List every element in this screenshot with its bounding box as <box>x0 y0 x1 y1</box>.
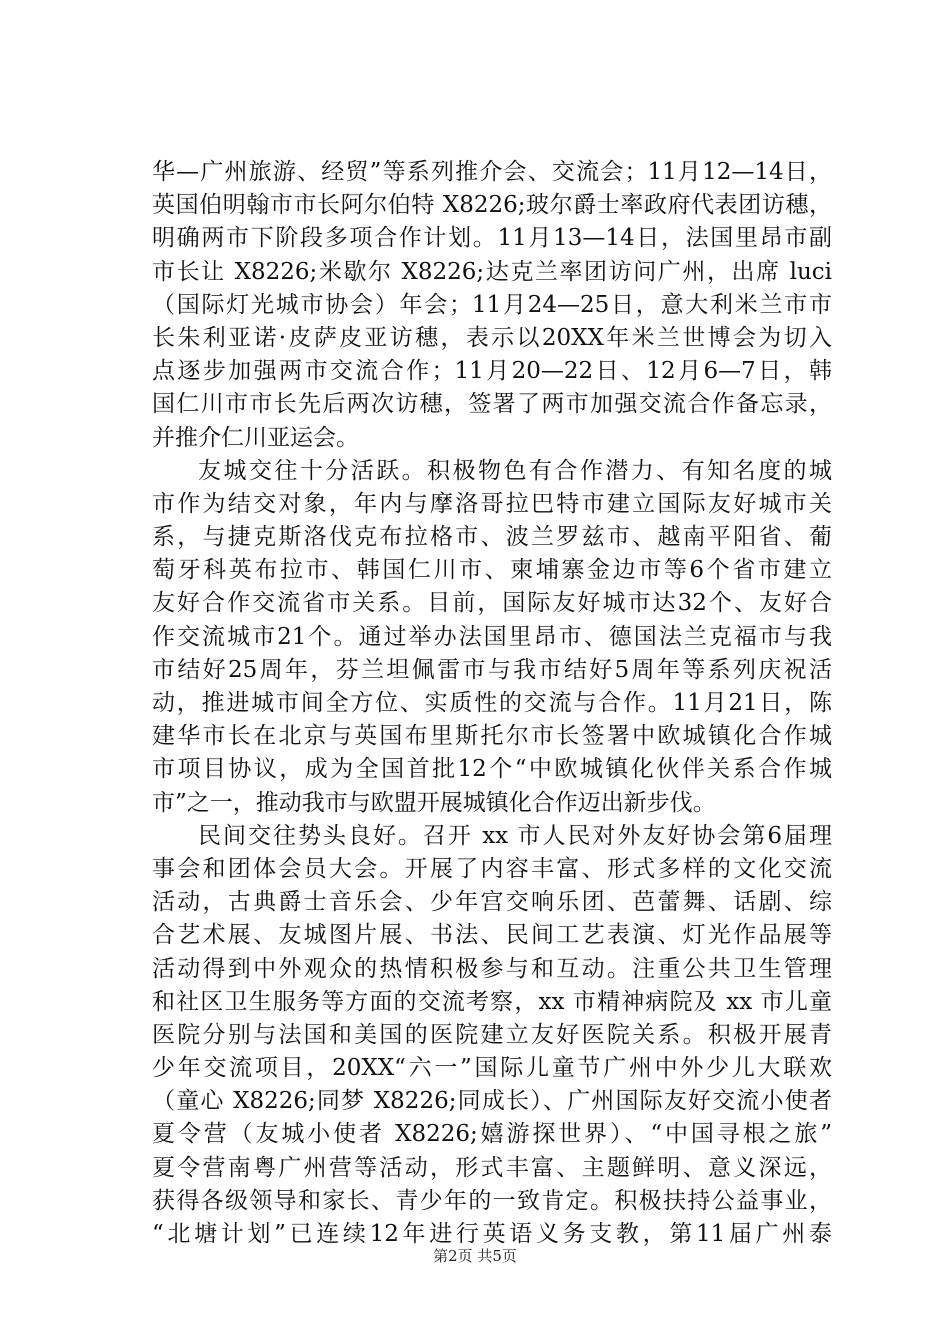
text-line: 作交流城市21个。通过举办法国里昂市、德国法兰克福市与我 <box>152 623 832 650</box>
text-line: 国仁川市市长先后两次访穗，签署了两市加强交流合作备忘录， <box>152 391 832 418</box>
text-line: 建华市长在北京与英国布里斯托尔市长签署中欧城镇化合作城 <box>152 723 832 750</box>
text-line: 活动，古典爵士音乐会、少年宫交响乐团、芭蕾舞、话剧、综 <box>152 889 832 916</box>
text-line: 活动得到中外观众的热情积极参与和互动。注重公共卫生管理 <box>152 955 832 982</box>
paragraph-start-line: 友城交往十分活跃。积极物色有合作潜力、有知名度的城 <box>198 457 832 484</box>
paragraph-start-line: 民间交往势头良好。召开 xx 市人民对外友好协会第6届理 <box>198 822 832 849</box>
text-line: 动，推进城市间全方位、实质性的交流与合作。11月21日，陈 <box>152 690 832 716</box>
text-line: 获得各级领导和家长、青少年的一致肯定。积极扶持公益事业， <box>152 1187 832 1214</box>
text-line: 英国伯明翰市市长阿尔伯特 X8226;玻尔爵士率政府代表团访穗， <box>152 192 832 219</box>
paragraph-end-line: 市”之一，推动我市与欧盟开展城镇化合作迈出新步伐。 <box>152 789 716 816</box>
text-line: （国际灯光城市协会）年会；11月24—25日，意大利米兰市市 <box>152 291 832 318</box>
text-line: 夏令营（友城小使者 X8226;嬉游探世界）、“中国寻根之旅” <box>152 1121 832 1148</box>
text-line: 事会和团体会员大会。开展了内容丰富、形式多样的文化交流 <box>152 855 832 882</box>
text-line: 市结好25周年，芬兰坦佩雷市与我市结好5周年等系列庆祝活 <box>152 656 832 683</box>
document-body <box>152 156 832 1251</box>
text-line: 长朱利亚诺·皮萨皮亚访穗，表示以20XX年米兰世博会为切入 <box>152 324 832 351</box>
text-line: 明确两市下阶段多项合作计划。11月13—14日，法国里昂市副 <box>152 225 832 252</box>
text-line: 华—广州旅游、经贸”等系列推介会、交流会；11月12—14日， <box>152 159 832 185</box>
text-line: 系，与捷克斯洛伐克布拉格市、波兰罗兹市、越南平阳省、葡 <box>152 524 832 551</box>
text-line: 少年交流项目，20XX“六一”国际儿童节广州中外少儿大联欢 <box>152 1055 832 1082</box>
text-line: 合艺术展、友城图片展、书法、民间工艺表演、灯光作品展等 <box>152 922 832 949</box>
text-line: “北塘计划”已连续12年进行英语义务支教，第11届广州泰 <box>152 1221 832 1247</box>
text-line: 友好合作交流省市关系。目前，国际友好城市达32个、友好合 <box>152 590 832 617</box>
text-line: 市项目协议，成为全国首批12个“中欧城镇化伙伴关系合作城 <box>152 756 832 783</box>
paragraph-end-line: 并推介仁川亚运会。 <box>152 424 359 451</box>
text-line: 和社区卫生服务等方面的交流考察，xx 市精神病院及 xx 市儿童 <box>152 988 832 1015</box>
text-line: 点逐步加强两市交流合作；11月20—22日、12月6—7日，韩 <box>152 358 832 385</box>
text-line: 市作为结交对象，年内与摩洛哥拉巴特市建立国际友好城市关 <box>152 490 832 517</box>
text-line: 医院分别与法国和美国的医院建立友好医院关系。积极开展青 <box>152 1021 832 1048</box>
text-line: （童心 X8226;同梦 X8226;同成长）、广州国际友好交流小使者 <box>152 1088 832 1115</box>
text-line: 市长让 X8226;米歇尔 X8226;达克兰率团访问广州，出席 luci <box>152 258 832 285</box>
text-line: 夏令营南粤广州营等活动，形式丰富、主题鲜明、意义深远， <box>152 1154 832 1181</box>
text-line: 萄牙科英布拉市、韩国仁川市、柬埔寨金边市等6个省市建立 <box>152 557 832 584</box>
page-number-footer: 第2页 共5页 <box>433 1247 517 1265</box>
